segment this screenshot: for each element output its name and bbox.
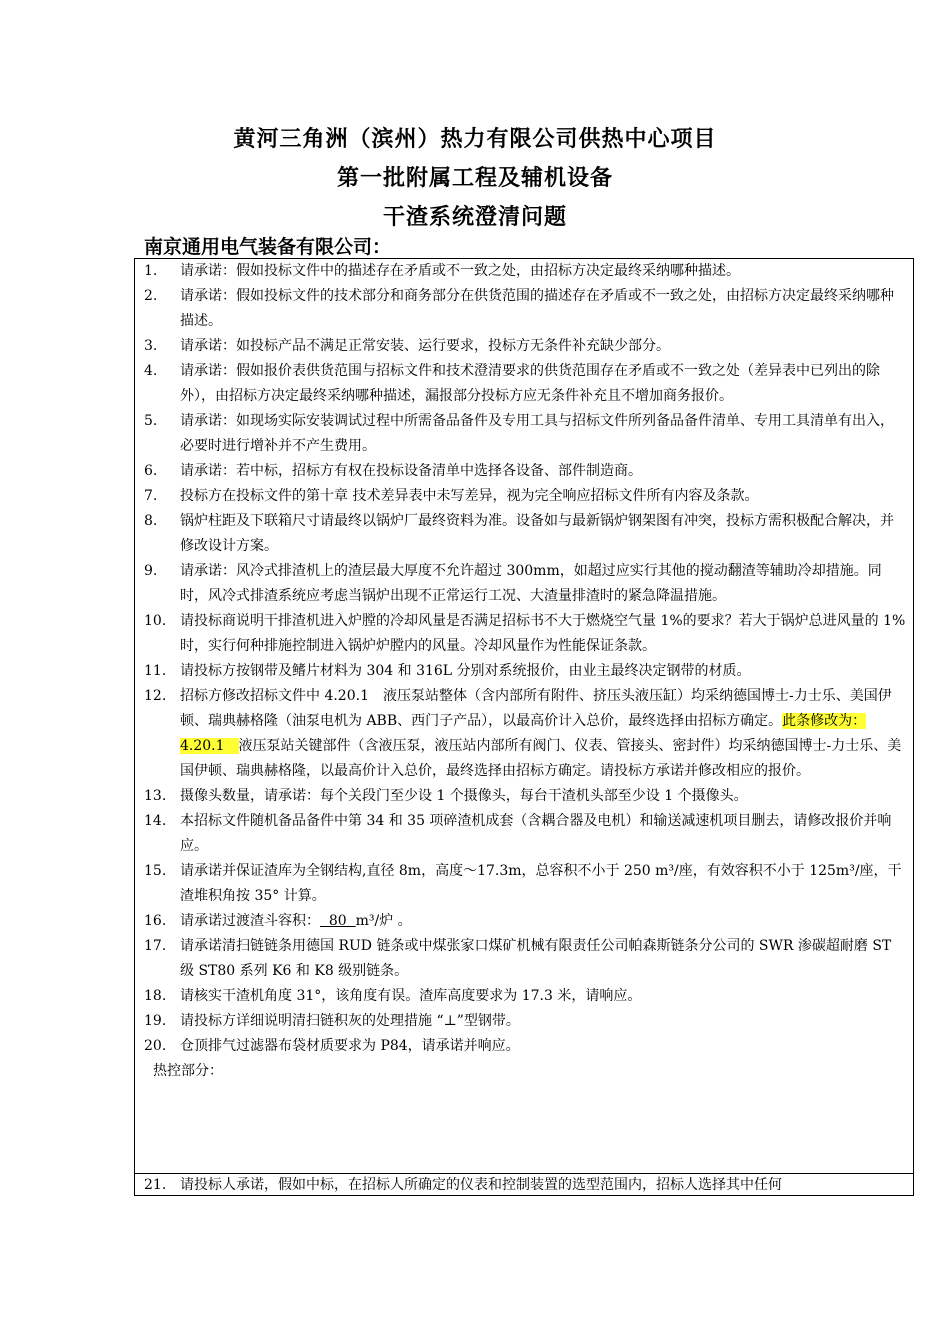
item-text: 仓顶排气过滤器布袋材质要求为 P84，请承诺并响应。 xyxy=(180,1038,520,1054)
list-item xyxy=(135,659,914,684)
item-number: 18. xyxy=(144,988,167,1004)
item-text: 请承诺：风冷式排渣机上的渣层最大厚度不允许超过 300mm，如超过应实行其他的搅动翻渣等辅助冷却措施。同时，风冷式排渣系统应考虑当锅炉出现不正常运行工况、大渣量排渣时的紧急降温措施。 xyxy=(180,563,882,604)
list-item xyxy=(135,359,914,409)
list-item xyxy=(135,409,914,459)
company-heading: 南京通用电气装备有限公司： xyxy=(144,236,392,258)
item-text: 请承诺：如现场实际安装调试过程中所需备品备件及专用工具与招标文件所列备品备件清单、专用工具清单有出入，必要时进行增补并不产生费用。 xyxy=(180,413,894,454)
item-text: 摄像头数量，请承诺：每个关段门至少设 1 个摄像头，每台干渣机头部至少设 1 个摄像头。 xyxy=(180,788,748,804)
item-text: 请承诺：假如投标文件中的描述存在矛盾或不一致之处，由招标方决定最终采纳哪种描述。 xyxy=(180,263,740,279)
item-text: 请承诺并保证渣库为全钢结构,直径 8m，高度～17.3m，总容积不小于 250 m³/座，有效容积不小于 125m³/座，干渣堆积角按 35° 计算。 xyxy=(180,863,902,904)
item-text: 请承诺过渡渣斗容积： xyxy=(180,913,320,929)
highlighted-text: 此条修改为：4.20.1 xyxy=(180,713,867,754)
item-number: 2. xyxy=(144,288,158,304)
list-item xyxy=(135,784,914,809)
item-text: 请承诺：假如投标文件的技术部分和商务部分在供货范围的描述存在矛盾或不一致之处，由招标方决定最终采纳哪种描述。 xyxy=(180,288,894,329)
list-item xyxy=(135,284,914,334)
item-text: 本招标文件随机备品备件中第 34 和 35 项碎渣机成套（含耦合器及电机）和输送减速机项目删去，请修改报价并响应。 xyxy=(180,813,892,854)
list-item xyxy=(135,559,914,609)
item-number: 9. xyxy=(144,563,158,579)
item-text: 请投标商说明干排渣机进入炉膛的冷却风量是否满足招标书不大于燃烧空气量 1%的要求？若大于锅炉总进风量的 1%时，实行何种排施控制进入锅炉炉膛内的风量。冷却风量作为性能保证条款。 xyxy=(180,613,906,654)
document-title-line3: 干渣系统澄清问题 xyxy=(382,204,567,230)
item-number: 1. xyxy=(144,263,158,279)
item-text: 请承诺清扫链链条用德国 RUD 链条或中煤张家口煤矿机械有限责任公司帕森斯链条分公司的 SWR 渗碳超耐磨 ST 级 ST80 系列 K6 和 K8 级别链条。 xyxy=(180,938,892,979)
section-label-thermal-control: 热控部分： xyxy=(153,1063,223,1079)
item-text: 请投标方详细说明清扫链积灰的处理措施 “⊥”型钢带。 xyxy=(180,1013,520,1029)
list-item xyxy=(135,1173,914,1196)
item-number: 10. xyxy=(144,613,167,629)
item-text: 请承诺：若中标，招标方有权在投标设备清单中选择各设备、部件制造商。 xyxy=(180,463,642,479)
item-number: 19. xyxy=(144,1013,167,1029)
item-number: 6. xyxy=(144,463,158,479)
item-number: 13. xyxy=(144,788,167,804)
item-text-continued: m³/炉 。 xyxy=(355,913,412,929)
document-title-line1: 黄河三角洲（滨州）热力有限公司供热中心项目 xyxy=(233,126,717,152)
list-item xyxy=(135,484,914,509)
list-item xyxy=(135,459,914,484)
item-number: 8. xyxy=(144,513,158,529)
item-number: 5. xyxy=(144,413,158,429)
item-number: 16. xyxy=(144,913,167,929)
item-text-continued: 液压泵站关键部件（含液压泵，液压站内部所有阀门、仪表、管接头、密封件）均采纳德国博士-力士乐、美国伊顿、瑞典赫格隆，以最高价计入总价，最终选择由招标方确定。请投标方承诺并修改相应的报价。 xyxy=(180,738,902,779)
item-number: 21. xyxy=(144,1177,167,1193)
item-text: 请投标人承诺，假如中标，在招标人所确定的仪表和控制装置的选型范围内，招标人选择其中任何 xyxy=(180,1177,782,1193)
document-title-line2: 第一批附属工程及辅机设备 xyxy=(336,165,613,191)
item-number: 3. xyxy=(144,338,158,354)
item-number: 15. xyxy=(144,863,167,879)
list-item xyxy=(135,909,914,934)
underlined-value: 80 xyxy=(320,913,356,929)
list-item xyxy=(135,334,914,359)
item-number: 14. xyxy=(144,813,167,829)
list-item xyxy=(135,259,914,284)
list-item xyxy=(135,1009,914,1034)
item-number: 4. xyxy=(144,363,158,379)
list-item xyxy=(135,984,914,1009)
item-text: 请承诺：如投标产品不满足正常安装、运行要求，投标方无条件补充缺少部分。 xyxy=(180,338,670,354)
list-item xyxy=(135,684,914,784)
list-item xyxy=(135,509,914,559)
item-text: 投标方在投标文件的第十章 技术差异表中未写差异，视为完全响应招标文件所有内容及条款。 xyxy=(180,488,759,504)
item-list xyxy=(135,259,914,1084)
item-text: 请承诺：假如报价表供货范围与招标文件和技术澄清要求的供货范围存在矛盾或不一致之处（差异表中已列出的除外），由招标方决定最终采纳哪种描述，漏报部分投标方应无条件补充且不增加商务报价。 xyxy=(180,363,880,404)
item-text: 请核实干渣机角度 31°，该角度有误。渣库高度要求为 17.3 米，请响应。 xyxy=(180,988,642,1004)
list-item xyxy=(135,609,914,659)
list-item xyxy=(135,859,914,909)
item-text: 锅炉柱距及下联箱尺寸请最终以锅炉厂最终资料为准。设备如与最新锅炉钢架图有冲突，投标方需积极配合解决，并修改设计方案。 xyxy=(180,513,894,554)
item-number: 11. xyxy=(144,663,167,679)
list-item xyxy=(135,809,914,859)
item-number: 7. xyxy=(144,488,158,504)
clarification-table xyxy=(134,258,914,1196)
item-number: 12. xyxy=(144,688,167,704)
list-item xyxy=(135,1034,914,1059)
item-number: 20. xyxy=(144,1038,167,1054)
item-text: 请投标方按钢带及鳍片材料为 304 和 316L 分别对系统报价，由业主最终决定钢带的材质。 xyxy=(180,663,751,679)
item-text: 招标方修改招标文件中 4.20.1 液压泵站整体（含内部所有附件、挤压头液压缸）均采纳德国博士-力士乐、美国伊顿、瑞典赫格隆（油泵电机为 ABB、西门子产品），以最高价计入总价，最终选择由招标方确定。 xyxy=(180,688,892,729)
item-number: 17. xyxy=(144,938,167,954)
list-item xyxy=(135,934,914,984)
